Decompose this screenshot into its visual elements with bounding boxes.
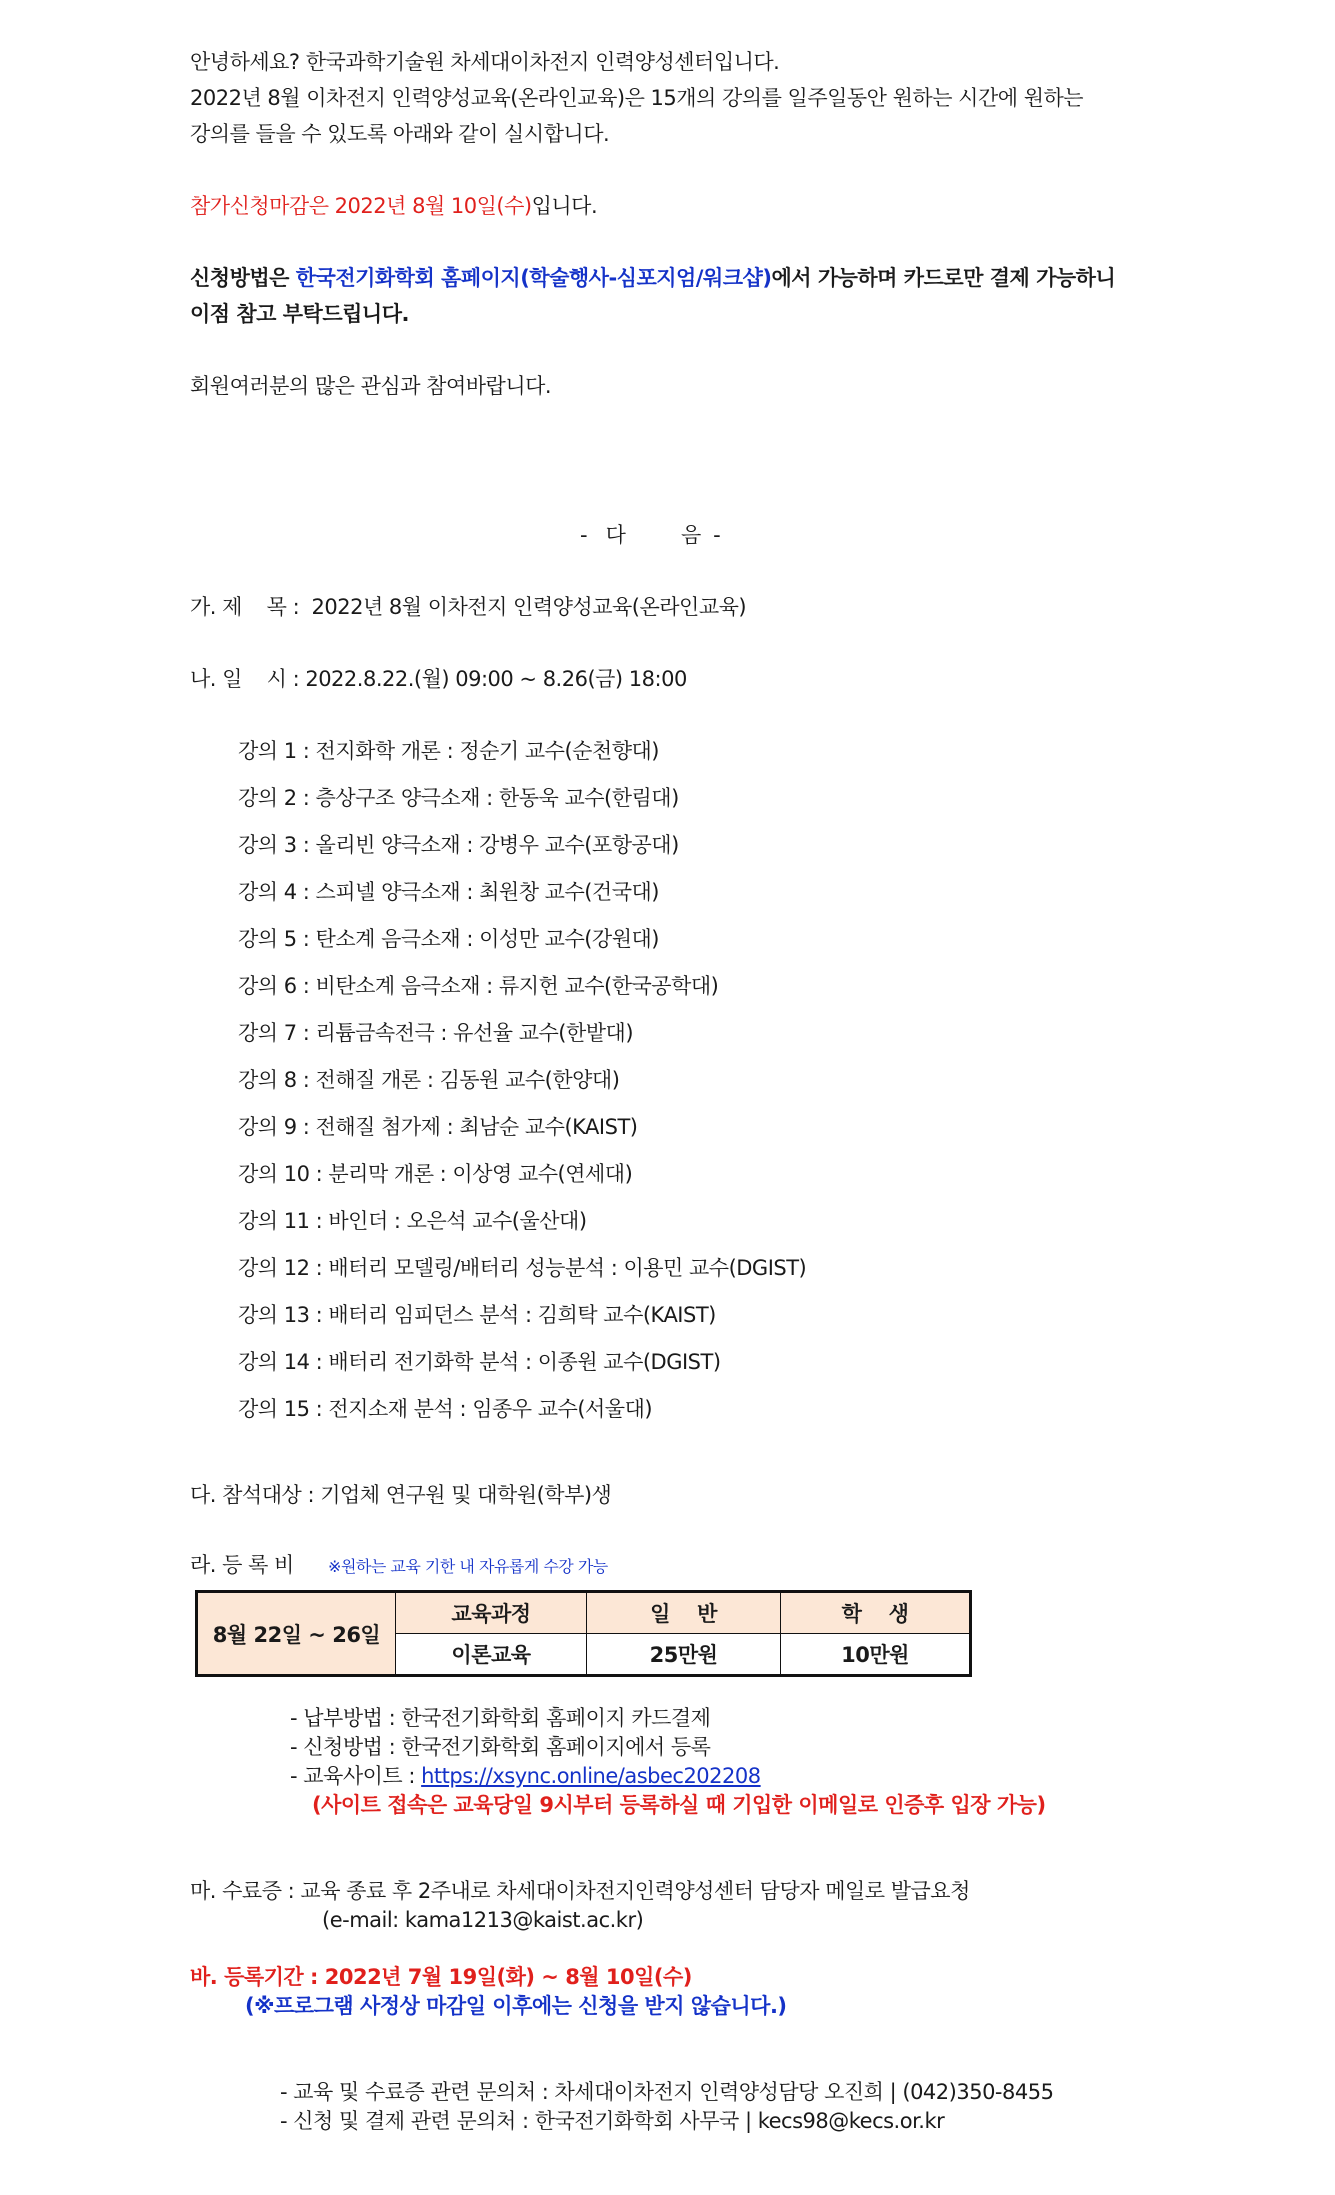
payment-site bbox=[290, 1761, 761, 1791]
closing-text: 회원여러분의 많은 관심과 참여바랍니다. bbox=[190, 374, 552, 398]
intro-line-2: 2022년 8월 이차전지 인력양성교육(온라인교육)은 15개의 강의를 일주일동안 원하는 시간에 원하는 bbox=[190, 86, 1084, 110]
list-item: 강의 10 : 분리막 개론 : 이상영 교수(연세대) bbox=[238, 1162, 633, 1186]
fee-label: 라. 등 록 비 bbox=[190, 1553, 294, 1577]
list-item: 강의 15 : 전지소재 분석 : 임종우 교수(서울대) bbox=[238, 1397, 653, 1421]
registration-note: (※프로그램 사정상 마감일 이후에는 신청을 받지 않습니다.) bbox=[245, 1994, 787, 2018]
section-heading: - 다 음 - bbox=[580, 523, 721, 547]
section-certificate: 마. 수료증 : 교육 종료 후 2주내로 차세대이차전지인력양성센터 담당자 메일로 발급요청 bbox=[190, 1879, 970, 1903]
method-notice bbox=[190, 263, 1115, 293]
section-title: 가. 제 목 : 2022년 8월 이차전지 인력양성교육(온라인교육) bbox=[190, 595, 747, 619]
fee-cell-course: 이론교육 bbox=[396, 1634, 587, 1676]
method-prefix: 신청방법은 bbox=[190, 266, 296, 290]
payment-site-label: - 교육사이트 : bbox=[290, 1764, 422, 1788]
fee-header-student: 학 생 bbox=[781, 1592, 971, 1634]
fee-period: 8월 22일 ~ 26일 bbox=[197, 1592, 396, 1676]
list-item: 강의 5 : 탄소계 음극소재 : 이성만 교수(강원대) bbox=[238, 927, 659, 951]
section-schedule: 나. 일 시 : 2022.8.22.(월) 09:00 ~ 8.26(금) 18:00 bbox=[190, 667, 687, 691]
deadline-tail: 입니다. bbox=[531, 194, 598, 218]
method-site: 한국전기화학회 홈페이지(학술행사-심포지엄/워크샵) bbox=[295, 266, 772, 290]
fee-cell-student: 10만원 bbox=[781, 1634, 971, 1676]
contact-education: - 교육 및 수료증 관련 문의처 : 차세대이차전지 인력양성담당 오진희 | (042)350-8455 bbox=[280, 2080, 1054, 2104]
list-item: 강의 13 : 배터리 임피던스 분석 : 김희탁 교수(KAIST) bbox=[238, 1303, 716, 1327]
list-item: 강의 8 : 전해질 개론 : 김동원 교수(한양대) bbox=[238, 1068, 620, 1092]
payment-method: - 납부방법 : 한국전기화학회 홈페이지 카드결제 bbox=[290, 1706, 711, 1730]
fee-header-general: 일 반 bbox=[587, 1592, 781, 1634]
deadline-date: 참가신청마감은 2022년 8월 10일(수) bbox=[190, 194, 532, 218]
fee-header-course: 교육과정 bbox=[396, 1592, 587, 1634]
list-item: 강의 12 : 배터리 모델링/배터리 성능분석 : 이용민 교수(DGIST) bbox=[238, 1256, 807, 1280]
list-item: 강의 14 : 배터리 전기화학 분석 : 이종원 교수(DGIST) bbox=[238, 1350, 721, 1374]
education-site-link[interactable]: https://xsync.online/asbec202208 bbox=[421, 1764, 761, 1788]
intro-line-1: 안녕하세요? 한국과학기술원 차세대이차전지 인력양성센터입니다. bbox=[190, 50, 780, 74]
fee-heading bbox=[190, 1550, 608, 1582]
fee-note: ※원하는 교육 기한 내 자유롭게 수강 가능 bbox=[328, 1557, 608, 1576]
method-tail: 에서 가능하며 카드로만 결제 가능하니 bbox=[771, 266, 1116, 290]
list-item: 강의 9 : 전해질 첨가제 : 최남순 교수(KAIST) bbox=[238, 1115, 638, 1139]
fee-table bbox=[195, 1590, 972, 1677]
list-item: 강의 6 : 비탄소계 음극소재 : 류지헌 교수(한국공학대) bbox=[238, 974, 719, 998]
payment-apply: - 신청방법 : 한국전기화학회 홈페이지에서 등록 bbox=[290, 1735, 711, 1759]
section-target: 다. 참석대상 : 기업체 연구원 및 대학원(학부)생 bbox=[190, 1483, 612, 1507]
fee-cell-general: 25만원 bbox=[587, 1634, 781, 1676]
list-item: 강의 4 : 스피넬 양극소재 : 최원창 교수(건국대) bbox=[238, 880, 659, 904]
method-line-2: 이점 참고 부탁드립니다. bbox=[190, 302, 409, 326]
section-registration: 바. 등록기간 : 2022년 7월 19일(화) ~ 8월 10일(수) bbox=[190, 1965, 692, 1989]
intro-line-3: 강의를 들을 수 있도록 아래와 같이 실시합니다. bbox=[190, 122, 610, 146]
list-item: 강의 2 : 층상구조 양극소재 : 한동욱 교수(한림대) bbox=[238, 786, 679, 810]
list-item: 강의 3 : 올리빈 양극소재 : 강병우 교수(포항공대) bbox=[238, 833, 679, 857]
deadline-notice bbox=[190, 191, 597, 221]
contact-registration: - 신청 및 결제 관련 문의처 : 한국전기화학회 사무국 | kecs98@kecs.or.kr bbox=[280, 2109, 945, 2133]
list-item: 강의 7 : 리튬금속전극 : 유선율 교수(한밭대) bbox=[238, 1021, 634, 1045]
certificate-email: (e-mail: kama1213@kaist.ac.kr) bbox=[322, 1908, 644, 1932]
list-item: 강의 1 : 전지화학 개론 : 정순기 교수(순천향대) bbox=[238, 739, 659, 763]
list-item: 강의 11 : 바인더 : 오은석 교수(울산대) bbox=[238, 1209, 587, 1233]
payment-site-note: (사이트 접속은 교육당일 9시부터 등록하실 때 기입한 이메일로 인증후 입장 가능) bbox=[312, 1793, 1046, 1817]
